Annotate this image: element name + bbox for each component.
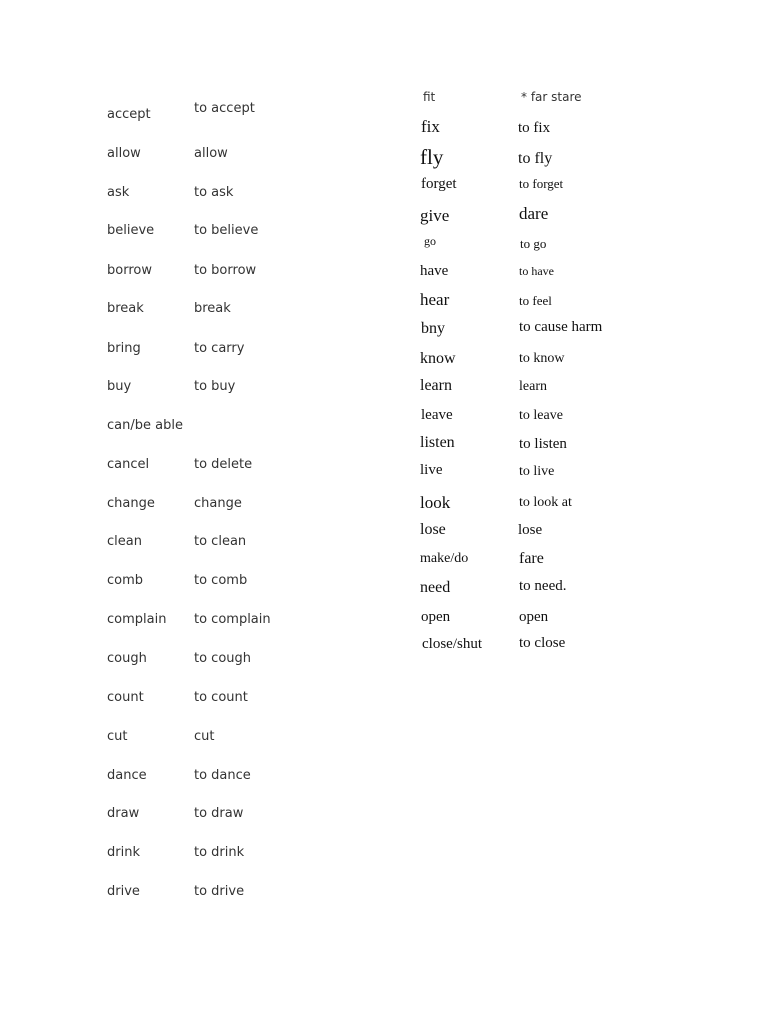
right-translation: open: [519, 609, 549, 625]
right-term: go: [424, 234, 436, 248]
right-translation: lose: [518, 522, 543, 538]
right-term: learn: [420, 377, 452, 394]
right-term: need: [420, 579, 451, 596]
right-translation: to fix: [518, 120, 551, 136]
left-translation: to buy: [194, 379, 236, 394]
right-translation: to go: [520, 236, 547, 251]
left-term: complain: [107, 612, 167, 627]
left-term: cut: [107, 729, 128, 744]
right-translation: fare: [519, 550, 544, 567]
right-term: live: [420, 462, 443, 478]
left-translation: allow: [194, 146, 228, 161]
left-term: count: [107, 690, 144, 705]
left-term: allow: [107, 146, 141, 161]
right-term: open: [421, 609, 451, 625]
right-term: listen: [420, 434, 455, 451]
right-translation: to fly: [518, 150, 553, 167]
left-term: drive: [107, 884, 140, 899]
left-term: ask: [107, 185, 130, 200]
left-translation: to draw: [194, 806, 244, 821]
right-translation: to need.: [519, 578, 567, 594]
right-translation: to close: [519, 635, 566, 651]
left-translation: break: [194, 301, 231, 316]
left-term: cancel: [107, 457, 150, 472]
left-term: draw: [107, 806, 140, 821]
right-translation: to know: [519, 351, 565, 366]
left-translation: change: [194, 496, 242, 511]
right-term: lose: [420, 521, 446, 538]
right-term: look: [420, 493, 451, 512]
left-term: can/be able: [107, 418, 183, 433]
left-translation: to dance: [194, 768, 251, 783]
left-term: change: [107, 496, 155, 511]
left-term: buy: [107, 379, 132, 394]
left-translation: to ask: [194, 185, 234, 200]
right-term: bny: [421, 320, 445, 337]
left-term: break: [107, 301, 144, 316]
left-term: bring: [107, 341, 141, 356]
right-translation: to forget: [519, 176, 564, 191]
right-term: know: [420, 350, 456, 367]
left-term: borrow: [107, 263, 152, 278]
left-term: believe: [107, 223, 155, 238]
left-translation: to count: [194, 690, 248, 705]
left-translation: to comb: [194, 573, 248, 588]
right-term: forget: [421, 176, 457, 192]
left-term: comb: [107, 573, 144, 588]
right-translation: to feel: [519, 293, 552, 308]
right-translation: to look at: [519, 495, 572, 510]
left-term: clean: [107, 534, 142, 549]
right-translation: to cause harm: [519, 319, 603, 335]
left-translation: to delete: [194, 457, 253, 472]
right-term: give: [420, 206, 450, 225]
right-translation: to leave: [519, 408, 563, 423]
left-translation: to carry: [194, 341, 245, 356]
left-term: cough: [107, 651, 147, 666]
right-term: close/shut: [422, 636, 482, 652]
right-term: hear: [420, 290, 450, 309]
left-term: dance: [107, 768, 147, 783]
left-translation: to cough: [194, 651, 252, 666]
left-translation: to borrow: [194, 263, 257, 278]
left-translation: to drive: [194, 884, 245, 899]
right-term: make/do: [420, 551, 469, 566]
right-translation: to live: [519, 464, 555, 479]
left-term: drink: [107, 845, 140, 860]
right-translation: dare: [519, 204, 549, 223]
right-term: leave: [421, 407, 453, 423]
right-term: fly: [420, 145, 444, 169]
right-term: fit: [423, 90, 436, 104]
right-translation: to listen: [519, 436, 567, 452]
left-translation: to accept: [194, 101, 255, 116]
right-translation: learn: [519, 379, 547, 394]
right-translation: * far stare: [521, 90, 582, 104]
left-translation: cut: [194, 729, 215, 744]
right-translation: to have: [519, 264, 554, 278]
right-term: fix: [421, 117, 440, 136]
left-translation: to complain: [194, 612, 271, 627]
left-translation: to believe: [194, 223, 259, 238]
left-translation: to drink: [194, 845, 245, 860]
right-term: have: [420, 263, 449, 279]
left-term: accept: [107, 107, 151, 122]
left-translation: to clean: [194, 534, 247, 549]
